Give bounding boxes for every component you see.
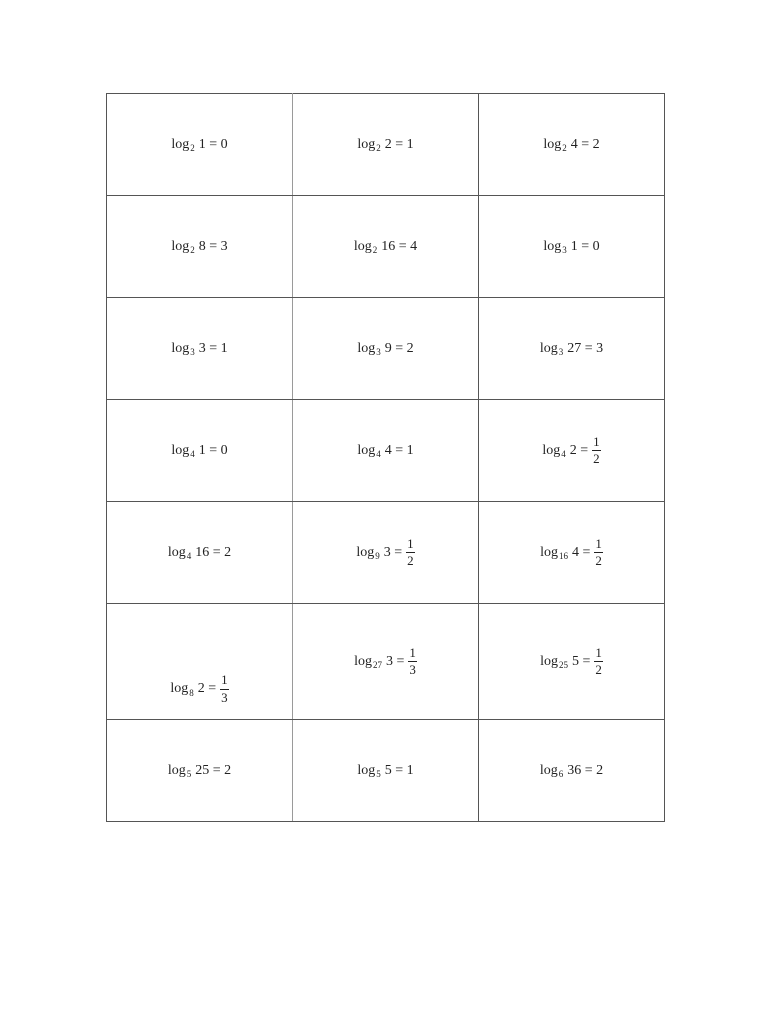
table-cell bbox=[293, 502, 479, 604]
log-argument-result: 3 = bbox=[383, 544, 403, 560]
log-expression bbox=[357, 764, 413, 778]
log-base: 3 bbox=[190, 347, 195, 357]
log-word: log bbox=[540, 544, 558, 560]
log-base: 25 bbox=[558, 660, 568, 670]
fraction bbox=[592, 435, 601, 467]
log-word: log bbox=[171, 238, 190, 254]
log-word: log bbox=[171, 442, 190, 458]
log-word: log bbox=[357, 442, 376, 458]
log-expression bbox=[543, 138, 599, 152]
log-word: log bbox=[543, 136, 562, 152]
log-argument-result: 1 = 0 bbox=[570, 238, 600, 254]
log-base: 5 bbox=[186, 769, 192, 779]
log-base: 9 bbox=[375, 551, 380, 561]
log-base: 4 bbox=[376, 449, 381, 459]
log-argument-result: 2 = 1 bbox=[384, 136, 414, 152]
fraction-denominator: 3 bbox=[409, 662, 416, 677]
table-row bbox=[107, 604, 665, 720]
table-cell bbox=[479, 720, 665, 822]
log-word: log bbox=[356, 544, 375, 560]
fraction-numerator: 1 bbox=[592, 435, 601, 451]
log-base: 4 bbox=[190, 449, 195, 459]
table-row bbox=[107, 720, 665, 822]
table-cell bbox=[479, 94, 665, 196]
table-cell bbox=[293, 196, 479, 298]
log-expression bbox=[357, 138, 413, 152]
log-argument-result: 27 = 3 bbox=[567, 340, 604, 356]
log-argument-result: 2 = bbox=[569, 442, 589, 458]
table-cell bbox=[293, 604, 479, 720]
log-card-table bbox=[106, 93, 665, 822]
table-row bbox=[107, 196, 665, 298]
fraction bbox=[408, 646, 417, 678]
table-row bbox=[107, 502, 665, 604]
log-expression bbox=[171, 138, 227, 152]
log-word: log bbox=[357, 136, 376, 152]
log-base: 27 bbox=[372, 660, 382, 670]
log-base: 2 bbox=[376, 143, 381, 153]
log-expression bbox=[357, 444, 413, 458]
log-expression bbox=[171, 444, 227, 458]
log-word: log bbox=[540, 653, 558, 669]
log-word: log bbox=[357, 340, 376, 356]
fraction bbox=[220, 673, 229, 705]
table-cell bbox=[107, 604, 293, 720]
log-argument-result: 2 = bbox=[197, 681, 217, 697]
table-cell bbox=[479, 196, 665, 298]
log-expression bbox=[168, 764, 231, 778]
log-argument-result: 1 = 0 bbox=[198, 136, 228, 152]
fraction-numerator: 1 bbox=[594, 537, 603, 553]
fraction-numerator: 1 bbox=[220, 673, 229, 689]
log-base: 16 bbox=[558, 551, 568, 561]
table-row bbox=[107, 400, 665, 502]
log-expression bbox=[168, 546, 231, 560]
log-expression bbox=[540, 342, 603, 356]
table-cell bbox=[293, 400, 479, 502]
log-argument-result: 5 = 1 bbox=[384, 762, 414, 778]
log-expression bbox=[171, 342, 227, 356]
fraction-denominator: 2 bbox=[407, 553, 414, 568]
log-argument-result: 36 = 2 bbox=[567, 762, 604, 778]
table-cell bbox=[293, 94, 479, 196]
log-word: log bbox=[353, 238, 372, 254]
log-argument-result: 3 = bbox=[385, 653, 405, 669]
log-base: 3 bbox=[562, 245, 567, 255]
log-argument-result: 16 = 2 bbox=[195, 544, 232, 560]
table-row bbox=[107, 298, 665, 400]
log-base: 2 bbox=[562, 143, 567, 153]
log-expression bbox=[542, 435, 600, 467]
log-argument-result: 4 = 1 bbox=[384, 442, 414, 458]
fraction bbox=[594, 537, 603, 569]
log-expression bbox=[357, 342, 413, 356]
table-row bbox=[107, 94, 665, 196]
log-word: log bbox=[171, 136, 190, 152]
log-word: log bbox=[357, 762, 376, 778]
log-base: 2 bbox=[190, 245, 195, 255]
log-argument-result: 16 = 4 bbox=[381, 238, 418, 254]
log-argument-result: 3 = 1 bbox=[198, 340, 228, 356]
fraction-denominator: 3 bbox=[221, 689, 228, 705]
fraction-numerator: 1 bbox=[408, 646, 417, 662]
fraction-denominator: 2 bbox=[595, 662, 602, 677]
log-argument-result: 25 = 2 bbox=[195, 762, 232, 778]
table-cell bbox=[107, 502, 293, 604]
log-base: 6 bbox=[558, 769, 564, 779]
table-cell bbox=[107, 298, 293, 400]
table-cell bbox=[479, 400, 665, 502]
fraction-denominator: 2 bbox=[595, 553, 602, 568]
table-cell bbox=[293, 298, 479, 400]
log-base: 2 bbox=[372, 245, 378, 255]
fraction-denominator: 2 bbox=[593, 451, 600, 466]
log-word: log bbox=[167, 762, 186, 778]
log-argument-result: 4 = bbox=[571, 544, 591, 560]
table-cell bbox=[293, 720, 479, 822]
log-base: 4 bbox=[186, 551, 192, 561]
log-expression bbox=[543, 240, 599, 254]
table-cell bbox=[479, 298, 665, 400]
log-word: log bbox=[543, 238, 562, 254]
log-expression bbox=[540, 537, 603, 569]
log-base: 3 bbox=[558, 347, 564, 357]
log-word: log bbox=[171, 340, 190, 356]
log-word: log bbox=[167, 544, 186, 560]
log-argument-result: 1 = 0 bbox=[198, 442, 228, 458]
log-expression bbox=[354, 240, 417, 254]
log-word: log bbox=[539, 340, 558, 356]
log-base: 8 bbox=[189, 687, 194, 698]
fraction-numerator: 1 bbox=[406, 537, 415, 553]
table-cell bbox=[479, 604, 665, 720]
log-argument-result: 9 = 2 bbox=[384, 340, 414, 356]
log-argument-result: 4 = 2 bbox=[570, 136, 600, 152]
log-expression bbox=[356, 537, 414, 569]
log-word: log bbox=[354, 653, 372, 669]
log-argument-result: 5 = bbox=[571, 653, 591, 669]
log-expression bbox=[540, 764, 603, 778]
log-base: 4 bbox=[561, 449, 566, 459]
log-expression bbox=[540, 646, 603, 678]
fraction-numerator: 1 bbox=[594, 646, 603, 662]
table-cell bbox=[479, 502, 665, 604]
log-expression bbox=[171, 240, 227, 254]
log-expression bbox=[170, 673, 228, 705]
log-word: log bbox=[170, 681, 189, 697]
table-cell bbox=[107, 400, 293, 502]
table-cell bbox=[107, 720, 293, 822]
table-cell bbox=[107, 94, 293, 196]
table-cell bbox=[107, 196, 293, 298]
log-base: 3 bbox=[376, 347, 381, 357]
log-word: log bbox=[539, 762, 558, 778]
fraction bbox=[406, 537, 415, 569]
log-argument-result: 8 = 3 bbox=[198, 238, 228, 254]
log-base: 2 bbox=[190, 143, 195, 153]
log-base: 5 bbox=[376, 769, 381, 779]
fraction bbox=[594, 646, 603, 678]
log-expression bbox=[354, 646, 417, 678]
log-word: log bbox=[542, 442, 561, 458]
